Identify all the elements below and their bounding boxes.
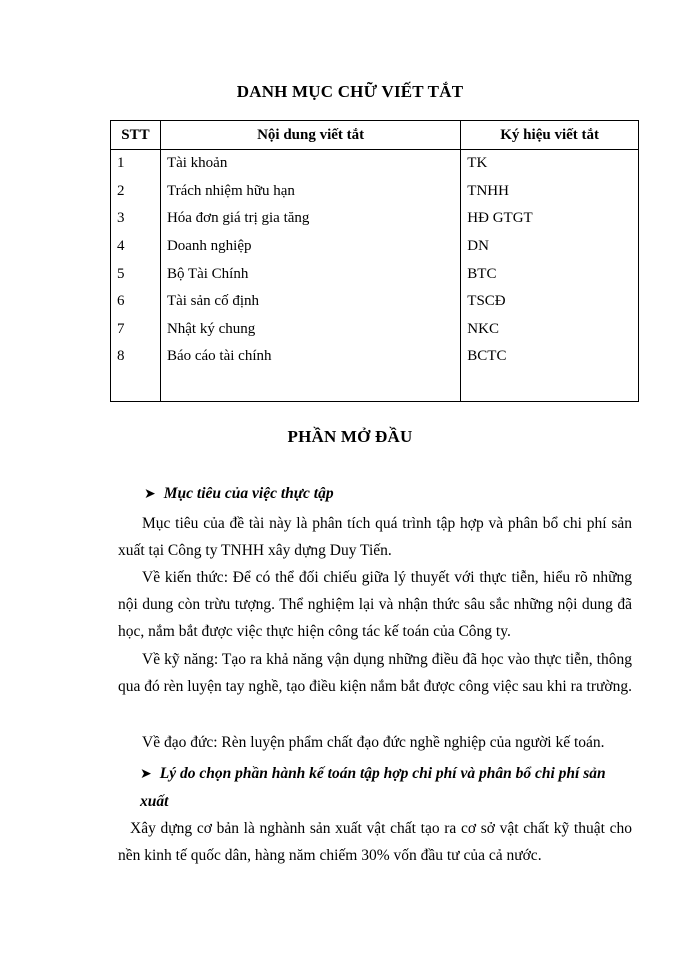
abbreviations-title: DANH MỤC CHỮ VIẾT TẮT	[236, 82, 464, 101]
table-row	[111, 178, 639, 206]
heading-text: Lý do chọn phần hành kế toán tập hợp chi phí và phân bổ chi phí sản xuất	[140, 765, 606, 810]
table-row	[111, 150, 639, 178]
paragraph: Về đạo đức: Rèn luyện phẩm chất đạo đức nghề nghiệp của người kế toán.	[142, 734, 605, 751]
cell-symbol: TSCĐ	[461, 288, 639, 316]
cell-symbol: BCTC	[461, 343, 639, 371]
cell-stt: 5	[111, 260, 161, 288]
cell-symbol: NKC	[461, 316, 639, 344]
table-row	[111, 316, 639, 344]
cell-symbol: HĐ GTGT	[461, 205, 639, 233]
cell-content: Báo cáo tài chính	[160, 343, 460, 371]
arrow-bullet-icon: ➤	[144, 487, 156, 502]
cell-stt: 3	[111, 205, 161, 233]
cell-stt: 7	[111, 316, 161, 344]
paragraph: Mục tiêu của đề tài này là phân tích quá trình tập hợp và phân bổ chi phí sản xuất tại Công ty TNHH xây dựng Duy Tiến.	[118, 515, 632, 560]
header-symbol: Ký hiệu viết tắt	[461, 121, 639, 150]
paragraph: Về kiến thức: Để có thể đối chiếu giữa lý thuyết với thực tiễn, hiểu rõ những nội dung còn trừu tượng. Thể nghiệm lại và nhận thức sâu sắc những nội dung đã học, nắm bắt được việc thực hiện công tác kế toán của Công ty.	[118, 569, 632, 641]
header-stt: STT	[111, 121, 161, 150]
cell-content: Tài khoản	[160, 150, 460, 178]
abbreviations-table	[110, 120, 639, 402]
cell-stt: 4	[111, 233, 161, 261]
section-heading-objectives	[144, 485, 334, 503]
intro-title: PHẦN MỞ ĐẦU	[287, 427, 413, 446]
cell-content: Nhật ký chung	[160, 316, 460, 344]
table-row	[111, 343, 639, 371]
cell-symbol: TNHH	[461, 178, 639, 206]
cell-content: Bộ Tài Chính	[160, 260, 460, 288]
header-content: Nội dung viết tắt	[160, 121, 460, 150]
table-row	[111, 288, 639, 316]
table-row	[111, 205, 639, 233]
cell-content: Trách nhiệm hữu hạn	[160, 178, 460, 206]
cell-content: Doanh nghiệp	[160, 233, 460, 261]
arrow-bullet-icon: ➤	[140, 767, 152, 782]
heading-text: Mục tiêu của việc thực tập	[163, 485, 334, 502]
section-heading-reason	[140, 760, 635, 815]
cell-content: Tài sản cố định	[160, 288, 460, 316]
cell-symbol: TK	[461, 150, 639, 178]
cell-symbol: BTC	[461, 260, 639, 288]
cell-stt: 6	[111, 288, 161, 316]
table-row	[111, 233, 639, 261]
table-header-row	[111, 121, 639, 150]
table-row	[111, 260, 639, 288]
cell-stt: 2	[111, 178, 161, 206]
cell-stt: 8	[111, 343, 161, 371]
paragraph: Xây dựng cơ bản là nghành sản xuất vật chất tạo ra cơ sở vật chất kỹ thuật cho nền kinh tế quốc dân, hàng năm chiếm 30% vốn đầu tư của cả nước.	[118, 820, 632, 865]
paragraph: Về kỹ năng: Tạo ra khả năng vận dụng những điều đã học vào thực tiễn, thông qua đó rèn luyện tay nghề, tạo điều kiện nắm bắt được công việc sau khi ra trường.	[118, 651, 632, 696]
cell-stt: 1	[111, 150, 161, 178]
table-empty-row	[111, 371, 639, 402]
cell-content: Hóa đơn giá trị gia tăng	[160, 205, 460, 233]
cell-symbol: DN	[461, 233, 639, 261]
